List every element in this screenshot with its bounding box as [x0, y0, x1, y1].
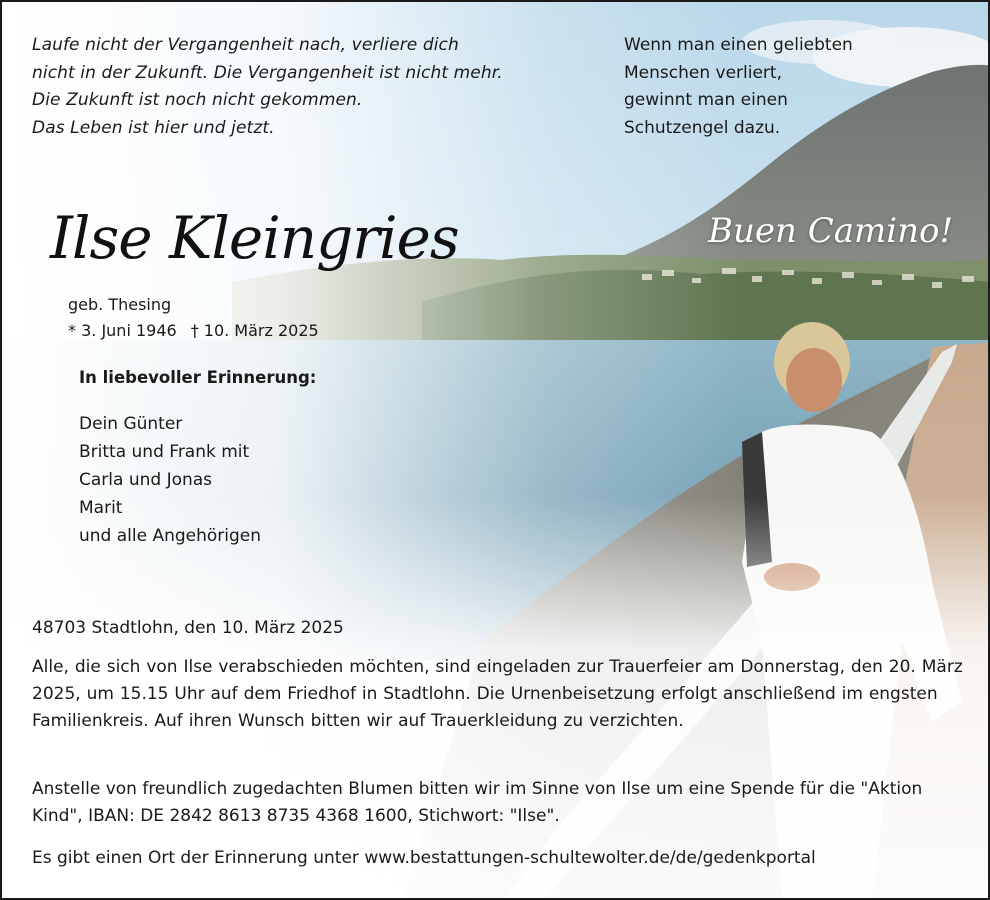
- ceremony-text: Alle, die sich von Ilse verabschieden möchten, sind eingeladen zur Trauerfeier am Donnerstag, den 20. März 2025, um 15.15 Uhr auf dem Friedhof in Stadtlohn. Die Urnenbeisetzung erfolgt anschließend im engsten Familienkreis. Auf ihren Wunsch bitten wir auf Trauerkleidung zu verzichten.: [32, 657, 963, 731]
- death-date: † 10. März 2025: [190, 321, 319, 340]
- deceased-name: Ilse Kleingries: [50, 204, 459, 272]
- family-list: [79, 410, 261, 550]
- life-dates: [68, 292, 319, 344]
- memorial-portal-text: Es gibt einen Ort der Erinnerung unter www.bestattungen-schultewolter.de/de/gedenkportal: [32, 848, 816, 868]
- quote-left-line: Laufe nicht der Vergangenheit nach, verliere dich: [32, 35, 459, 55]
- quote-left-line: Die Zukunft ist noch nicht gekommen.: [32, 90, 363, 110]
- family-member: Carla und Jonas: [79, 470, 213, 490]
- family-member: Dein Günter: [79, 414, 183, 434]
- motto: Buen Camino!: [708, 211, 954, 251]
- place-date: 48703 Stadtlohn, den 10. März 2025: [32, 618, 344, 638]
- quote-right: [624, 32, 964, 142]
- quote-left-line: nicht in der Zukunft. Die Vergangenheit ist nicht mehr.: [32, 62, 503, 83]
- maiden-name: geb. Thesing: [68, 295, 172, 314]
- family-member: und alle Angehörigen: [79, 526, 262, 546]
- family-member: Marit: [79, 498, 123, 518]
- quote-right-line: Menschen verliert,: [624, 62, 782, 83]
- quote-left-line: Das Leben ist hier und jetzt.: [32, 117, 275, 138]
- quote-right-line: Schutzengel dazu.: [624, 117, 781, 138]
- quote-left: [32, 32, 592, 142]
- quote-right-line: gewinnt man einen: [624, 90, 788, 110]
- quote-right-line: Wenn man einen geliebten: [624, 35, 853, 55]
- donation-text: Anstelle von freundlich zugedachten Blumen bitten wir im Sinne von Ilse um eine Spende für die "Aktion Kind", IBAN: DE 2842 8613 8735 4368 1600, Stichwort: "Ilse".: [32, 779, 923, 826]
- remembrance-title: In liebevoller Erinnerung:: [79, 368, 317, 387]
- birth-date: * 3. Juni 1946: [68, 321, 177, 340]
- family-member: Britta und Frank mit: [79, 442, 250, 462]
